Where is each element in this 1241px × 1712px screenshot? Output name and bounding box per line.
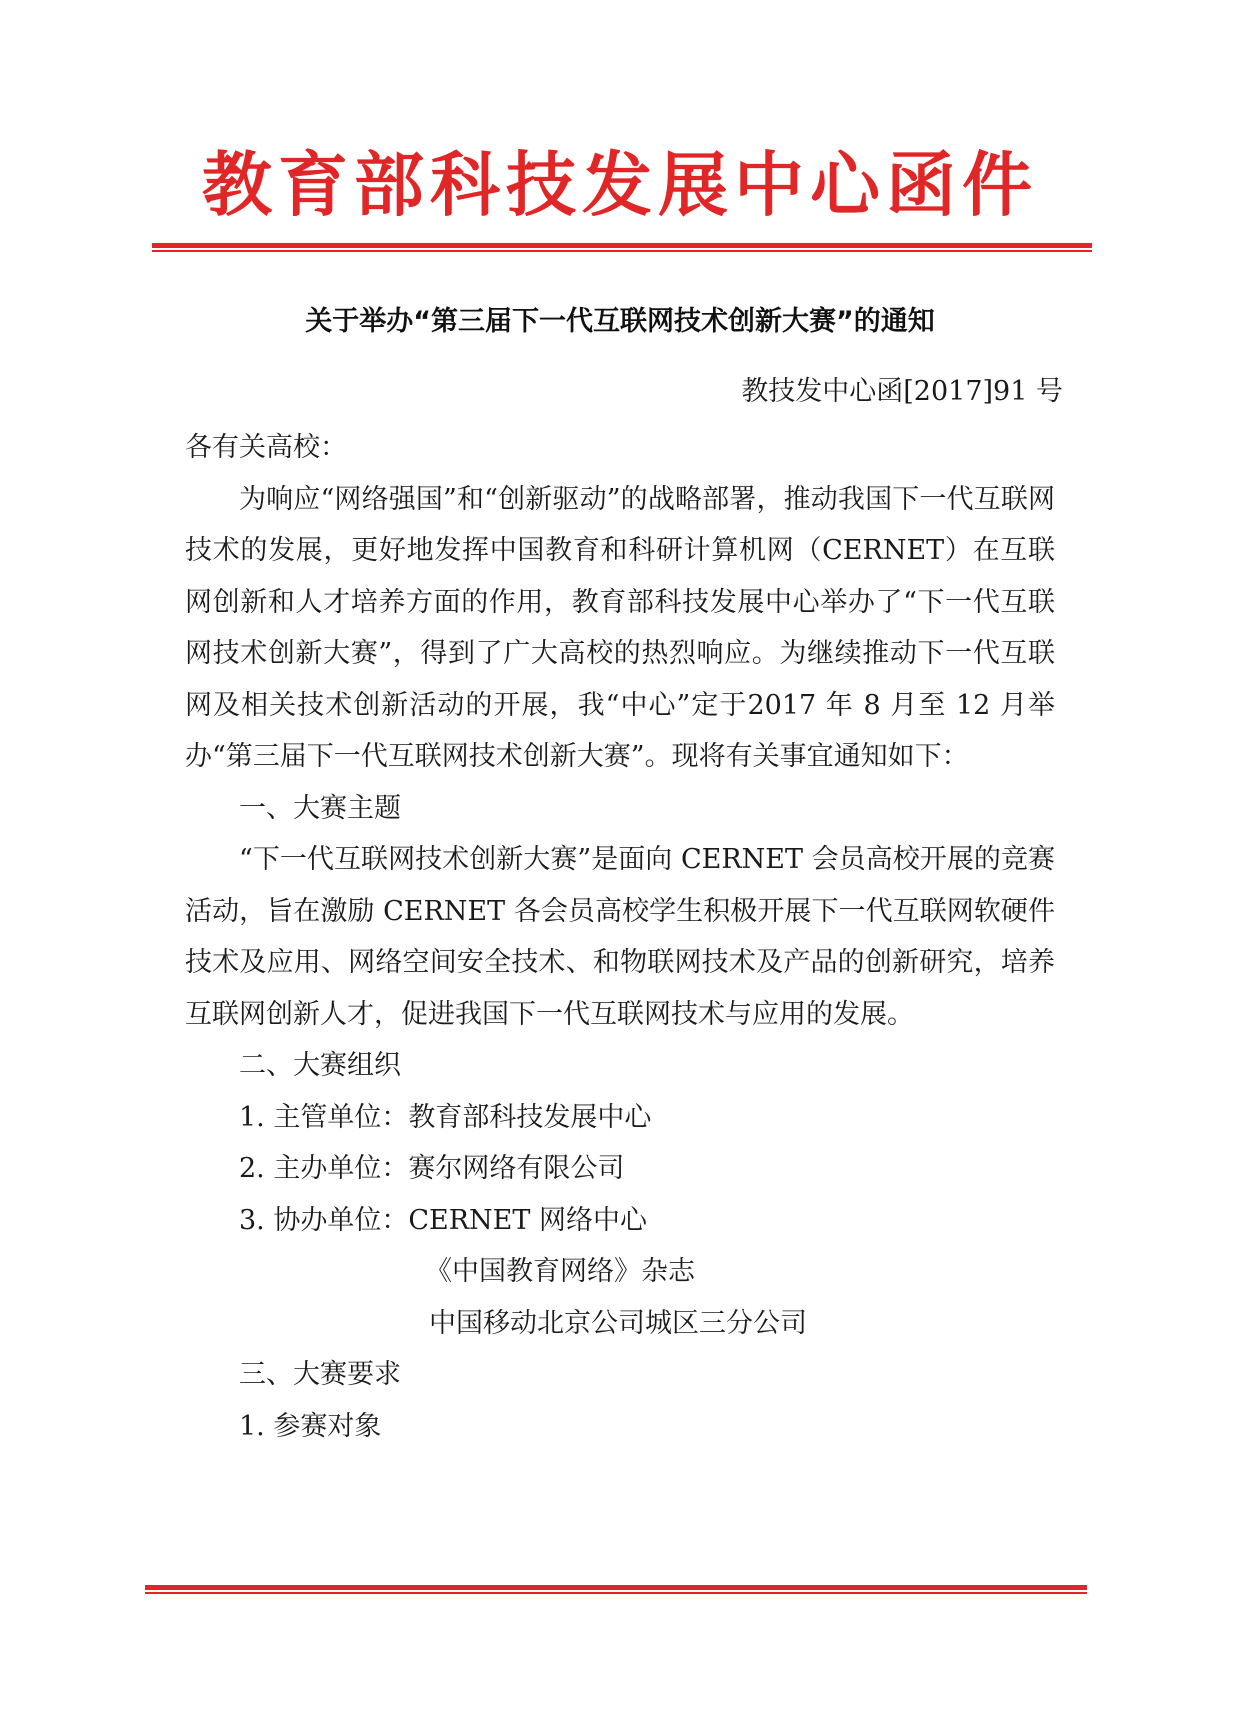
organizer-item-1: 1. 主管单位：教育部科技发展中心 bbox=[239, 1101, 652, 1133]
document-number: 教技发中心函[2017]91 号 bbox=[741, 376, 1063, 407]
letterhead-title: 教育部科技发展中心函件 bbox=[202, 144, 1038, 226]
intro-paragraph: 为响应“网络强国”和“创新驱动”的战略部署，推动我国下一代互联网技术的发展，更好地发挥中国教育和科研计算机网（CERNET）在互联网创新和人才培养方面的作用，教育部科技发展中心举办了“下一代互联网技术创新大赛”，得到了广大高校的热烈响应。为继续推动下一代互联网及相关技术创新活动的开展，我“中心”定于2017 年 8 月至 12 月举办“第三届下一代互联网技术创新大赛”。现将有关事宜通知如下： bbox=[185, 483, 1055, 772]
letterhead-top-rule bbox=[152, 243, 1092, 252]
rule-thick-line bbox=[145, 1585, 1087, 1590]
page-bottom-rule bbox=[145, 1585, 1087, 1594]
section-1-paragraph: “下一代互联网技术创新大赛”是面向 CERNET 会员高校开展的竞赛活动，旨在激励 CERNET 各会员高校学生积极开展下一代互联网软硬件技术及应用、网络空间安全技术、和物联网技术及产品的创新研究，培养互联网创新人才，促进我国下一代互联网技术与应用的发展。 bbox=[185, 844, 1055, 1030]
salutation: 各有关高校： bbox=[185, 432, 347, 463]
organizer-item-2: 2. 主办单位：赛尔网络有限公司 bbox=[239, 1153, 625, 1184]
organizer-item-3: 3. 协办单位：CERNET 网络中心 bbox=[239, 1204, 647, 1236]
requirement-item-1: 1. 参赛对象 bbox=[239, 1410, 382, 1442]
organizer-item-3-cont-1: 《中国教育网络》杂志 bbox=[425, 1256, 695, 1287]
rule-thin-line bbox=[145, 1592, 1087, 1594]
notice-body bbox=[185, 422, 1055, 1452]
rule-thin-line bbox=[152, 250, 1092, 252]
organizer-item-3-cont-2: 中国移动北京公司城区三分公司 bbox=[429, 1307, 807, 1339]
section-2-heading: 二、大赛组织 bbox=[239, 1050, 401, 1081]
section-3-heading: 三、大赛要求 bbox=[239, 1359, 401, 1390]
rule-thick-line bbox=[152, 243, 1092, 248]
section-1-heading: 一、大赛主题 bbox=[239, 792, 401, 824]
notice-title: 关于举办“第三届下一代互联网技术创新大赛”的通知 bbox=[305, 306, 935, 337]
